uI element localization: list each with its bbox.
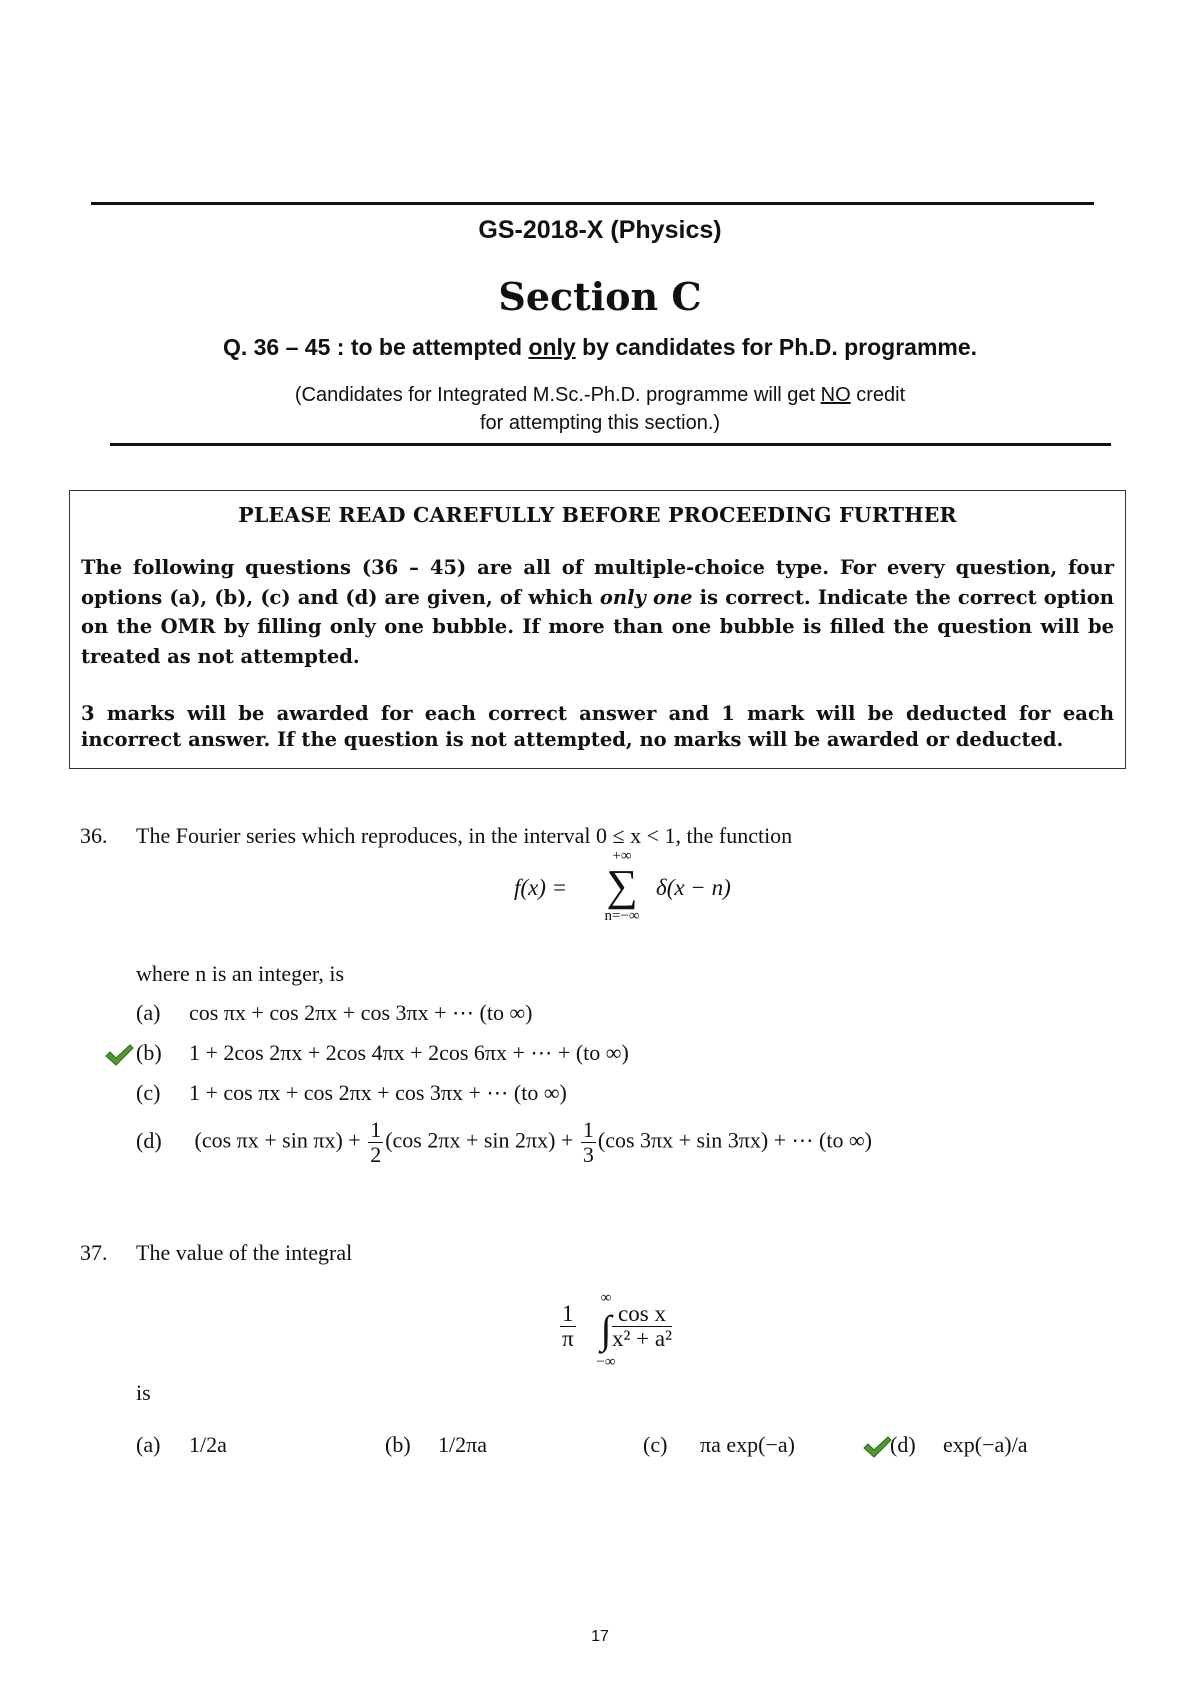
question-text: The Fourier series which reproduces, in the interval 0 ≤ x < 1, the function xyxy=(136,823,793,848)
option-text-part1: (cos πx + sin πx) + xyxy=(194,1127,361,1153)
option-label: (d) xyxy=(890,1432,916,1457)
option-b xyxy=(136,1040,629,1066)
section-rule xyxy=(110,443,1111,446)
option-text-part2: (cos 2πx + sin 2πx) + xyxy=(385,1127,574,1153)
fraction-denominator: 2 xyxy=(370,1142,382,1167)
integral-sign-icon: ∫ xyxy=(600,1307,612,1352)
page-number: 17 xyxy=(591,1628,609,1645)
option-label: (c) xyxy=(136,1080,161,1105)
option-text: cos πx + cos 2πx + cos 3πx + ⋯ (to ∞) xyxy=(189,1000,533,1025)
scope-emphasis: only xyxy=(528,334,576,360)
option-label: (d) xyxy=(136,1127,162,1153)
scope-note-line1 xyxy=(0,381,1200,409)
inst-text-a: The following questions (36 – 45) are all of multiple-choice type. For every question, four options (a), (b), (c) and (d) are given, of which xyxy=(81,556,1114,609)
check-mark-icon xyxy=(862,1435,892,1459)
coefficient-numerator: 1 xyxy=(562,1301,574,1326)
option-c xyxy=(136,1080,567,1106)
integral-coefficient xyxy=(558,1302,578,1351)
scope-note-line2: for attempting this section.) xyxy=(479,412,721,434)
summand xyxy=(656,875,731,901)
option-text-part3: (cos 3πx + sin 3πx) + ⋯ (to ∞) xyxy=(597,1127,873,1153)
sum-block xyxy=(595,848,649,924)
inst-text-b: is correct. Indicate the correct option on the OMR by filling only one bubble. If more than one bubble is filled the question will be treated as not attempted. xyxy=(81,585,1114,668)
sum-upper-limit: +∞ xyxy=(612,848,632,864)
scope-suffix: by candidates for Ph.D. programme. xyxy=(575,334,978,360)
integral-lower-limit: −∞ xyxy=(596,1354,616,1370)
fraction-numerator: 1 xyxy=(582,1117,594,1142)
exam-title: GS-2018-X (Physics) xyxy=(478,216,722,244)
option-text: 1 + cos πx + cos 2πx + cos 3πx + ⋯ (to ∞) xyxy=(189,1080,567,1105)
option-a xyxy=(136,1432,227,1458)
option-b xyxy=(385,1432,487,1458)
integrand-denominator: x² + a² xyxy=(612,1326,672,1351)
note-suffix: credit xyxy=(850,384,906,406)
instructions-paragraph-1 xyxy=(81,553,1114,671)
integral-upper-limit: ∞ xyxy=(600,1290,612,1306)
option-c xyxy=(643,1432,795,1458)
option-text: 1/2a xyxy=(189,1432,227,1457)
option-text: πa exp(−a) xyxy=(700,1432,795,1457)
option-text: exp(−a)/a xyxy=(943,1432,1028,1457)
section-title: Section C xyxy=(498,274,702,319)
question-number: 36. xyxy=(80,823,108,848)
question-text: The value of the integral xyxy=(136,1240,353,1265)
fraction-denominator: 3 xyxy=(582,1142,594,1167)
integrand xyxy=(610,1302,674,1351)
inst-emphasis: only one xyxy=(599,585,693,609)
equation-lhs xyxy=(514,875,567,901)
option-label: (a) xyxy=(136,1432,161,1457)
check-mark-icon xyxy=(104,1043,134,1067)
question-followup: where n is an integer, is xyxy=(136,961,345,986)
option-label: (b) xyxy=(385,1432,411,1457)
top-rule xyxy=(91,202,1094,205)
note-prefix: (Candidates for Integrated M.Sc.-Ph.D. programme will get xyxy=(294,384,821,406)
option-d xyxy=(890,1432,1027,1458)
option-label: (a) xyxy=(136,1000,161,1025)
fraction-numerator: 1 xyxy=(370,1117,382,1142)
option-label: (c) xyxy=(643,1432,668,1457)
equation-lhs-text: f(x) = xyxy=(514,875,568,900)
sum-sign-icon: ∑ xyxy=(606,861,638,910)
section-scope xyxy=(0,334,1200,361)
instructions-paragraph-2: 3 marks will be awarded for each correct answer and 1 mark will be deducted for each incorrect answer. If the question is not attempted, no marks will be awarded or deducted. xyxy=(81,702,1114,751)
question-followup: is xyxy=(136,1380,151,1405)
option-text: 1/2πa xyxy=(438,1432,487,1457)
note-emphasis: NO xyxy=(820,384,851,406)
sum-lower-limit: n=−∞ xyxy=(604,908,640,924)
integrand-numerator: cos x xyxy=(612,1302,672,1327)
option-label: (b) xyxy=(136,1040,162,1065)
option-d xyxy=(136,1118,872,1167)
fraction-third xyxy=(581,1118,596,1167)
fraction-half xyxy=(368,1118,383,1167)
instructions-box xyxy=(69,490,1126,769)
question-number: 37. xyxy=(80,1240,108,1265)
coefficient-denominator: π xyxy=(561,1326,574,1351)
scope-prefix: Q. 36 – 45 : to be attempted xyxy=(222,334,529,360)
option-a xyxy=(136,1000,532,1026)
scope-note xyxy=(0,381,1200,437)
summand-text: δ(x − n) xyxy=(656,875,731,900)
option-text: 1 + 2cos 2πx + 2cos 4πx + 2cos 6πx + ⋯ + (to ∞) xyxy=(189,1040,629,1065)
instructions-heading: PLEASE READ CAREFULLY BEFORE PROCEEDING FURTHER xyxy=(238,503,957,527)
